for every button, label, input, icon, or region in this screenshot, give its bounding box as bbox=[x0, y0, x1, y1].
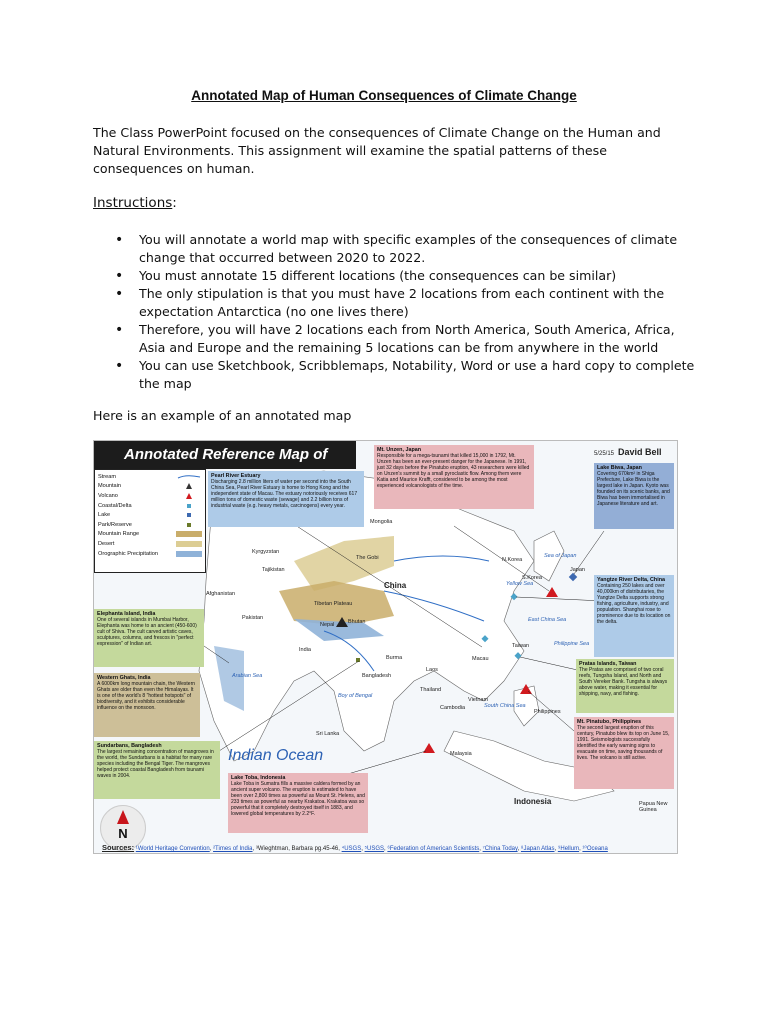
legend-row-desert bbox=[98, 539, 202, 549]
note-body: A 6000km long mountain chain, the Western Ghats are older than even the Himalayas. It is one of the world's 8 "hottest hotspots" of biodiversity, and it exhibits considerable influence on the monsoon. bbox=[97, 681, 196, 711]
legend-label: Orographic Precipitation bbox=[98, 550, 159, 557]
leader-line bbox=[516, 597, 604, 601]
page-title: Annotated Map of Human Consequences of Climate Change bbox=[191, 88, 577, 103]
stream-icon bbox=[176, 474, 202, 480]
legend-label: Lake bbox=[98, 512, 111, 519]
note-title: Sundarbans, Bangladesh bbox=[97, 743, 162, 749]
legend-label: Mountain Range bbox=[98, 531, 140, 538]
place-label: India bbox=[299, 647, 311, 653]
note-title: Mt. Pinatubo, Philippines bbox=[577, 719, 642, 725]
place-label: Laos bbox=[426, 667, 438, 673]
legend-row-mountain bbox=[98, 482, 202, 492]
list-item: • Therefore, you will have 2 locations each from North America, South America, Africa, Asia and Europe and the remaining 5 locations can be from anywhere in the world bbox=[115, 321, 695, 357]
list-item: • You will annotate a world map with specific examples of the consequences of climate change that occurred between 2020 to 2022. bbox=[115, 231, 695, 267]
place-label: Philippines bbox=[534, 709, 561, 715]
list-item: • You must annotate 15 different locations (the consequences can be similar) bbox=[115, 267, 695, 285]
mountain-icon bbox=[176, 483, 202, 489]
legend-row-stream bbox=[98, 472, 202, 482]
legend-row-coastal bbox=[98, 501, 202, 511]
place-label: Kyrgyzstan bbox=[252, 549, 280, 555]
place-label: China bbox=[384, 581, 407, 590]
place-label: Burma bbox=[386, 655, 403, 661]
sea-label: East China Sea bbox=[528, 617, 567, 623]
place-label: Nepal bbox=[320, 622, 335, 628]
place-label: Japan bbox=[570, 567, 585, 573]
legend-label: Coastal/Delta bbox=[98, 502, 132, 509]
sea-label: Sea of Japan bbox=[544, 553, 577, 559]
sources-heading: Sources: bbox=[102, 843, 135, 852]
source-link[interactable]: ⁶Federation of American Scientists bbox=[387, 846, 480, 852]
note-title: Pratas Islands, Taiwan bbox=[579, 661, 637, 667]
north-label: N bbox=[118, 826, 128, 841]
sea-label: South China Sea bbox=[484, 703, 526, 709]
place-label: Tibetan Plateau bbox=[314, 601, 353, 607]
place-label: Indonesia bbox=[514, 797, 552, 806]
note-pearl-river bbox=[208, 471, 364, 527]
legend-row-lake bbox=[98, 510, 202, 520]
source-link[interactable]: ⁷China Today bbox=[482, 846, 518, 852]
intro-paragraph: The Class PowerPoint focused on the consequences of Climate Change on the Human and Natural Environments. This assignment will examine the spatial patterns of these consequences on human. bbox=[93, 125, 661, 176]
instructions-heading bbox=[93, 195, 177, 211]
note-yangtze-delta bbox=[594, 575, 674, 657]
note-title: Pearl River Estuary bbox=[211, 473, 261, 479]
place-label: S.Korea bbox=[522, 575, 542, 581]
volcano-icon bbox=[546, 587, 558, 597]
sea-label: Boy of Bengal bbox=[338, 693, 373, 699]
note-body: Discharging 2.8 million liters of water per second into the South China Sea, Pearl River Estuary is home to Hong Kong and the independent state of Macau. The estuary notoriously receives 617 million tons of domestic waste (sewage) and 2.2 billion tons of industrial waste (e.g. heavy metals, carcinogens) every year. bbox=[211, 479, 358, 509]
note-elephanta-island bbox=[94, 609, 204, 667]
place-label: Macau bbox=[472, 656, 489, 662]
place-label: Vietnam bbox=[468, 697, 489, 703]
note-body: The Pratas are comprised of two coral reefs, Tungsha Island, and North and South Vereker Bank. Tungsha is always above water, making it essential for shipping, navy, and fishing. bbox=[579, 667, 668, 697]
park-reserve-icon bbox=[176, 522, 202, 528]
source-link[interactable]: ¹World Heritage Convention bbox=[135, 846, 210, 852]
map-title-banner: Annotated Reference Map of bbox=[94, 441, 356, 469]
note-body: Responsible for a mega-tsunami that killed 15,000 in 1792, Mt. Unzen has been an ever-present danger for the Japanese. In 1991, just 32 days before the Pinatubo eruption, 43 researchers were killed on Unzen's summit by a small pyroclastic flow. Among them were Katia and Maurice Krafft, considered to be among the most experienced volcanologists of the time. bbox=[377, 453, 530, 489]
legend-row-orographic bbox=[98, 549, 202, 559]
place-label: Mongolia bbox=[370, 519, 393, 525]
source-link[interactable]: ²Times of India bbox=[213, 846, 253, 852]
example-caption: Here is an example of an annotated map bbox=[93, 408, 352, 423]
sources-line: Sources: ¹World Heritage Convention, ²Times of India, ³Wieghtman, Barbara pg.45-46, ⁴USGS, ⁵USGS, ⁶Federation of American Scientists, ⁷China Today, ⁸Japan Atlas, ⁹Hellum, ¹⁰Oceana bbox=[102, 843, 608, 852]
lake-icon bbox=[176, 512, 202, 518]
place-label: Malaysia bbox=[450, 751, 472, 757]
legend-row-park bbox=[98, 520, 202, 530]
map-author-name: David Bell bbox=[618, 447, 662, 457]
sea-label: Arabian Sea bbox=[232, 673, 263, 679]
note-lake-toba bbox=[228, 773, 368, 833]
note-body: One of several islands in Mumbai Harbor, Elephanta was home to an ancient (450-600) cult of Shiva. The cult carved artistic caves, sculptures, columns, and frescos in "perfect expression" of Indian art. bbox=[97, 617, 197, 647]
instructions-list bbox=[115, 231, 695, 393]
source-link[interactable]: ¹⁰Oceana bbox=[582, 846, 608, 852]
map-legend bbox=[94, 469, 206, 573]
list-item: • The only stipulation is that you must have 2 locations from each continent with the expectation Antarctica (no one lives there) bbox=[115, 285, 695, 321]
note-mt-unzen bbox=[374, 445, 534, 509]
note-sundarbans bbox=[94, 741, 220, 799]
orographic-precipitation-swatch bbox=[176, 551, 202, 557]
place-label: Papua New Guinea bbox=[639, 801, 668, 813]
note-body: Covering 670km² in Shiga Prefecture, Lake Biwa is the largest lake in Japan. Kyoto was founded on its scenic banks, and Biwa has been immortalised in Japanese literature and art. bbox=[597, 471, 670, 507]
place-label: Tajikistan bbox=[262, 567, 285, 573]
note-body: The largest remaining concentration of mangroves in the world, the Sundarbans is a habitat for many rare species including the Bengal Tiger. The mangroves helped protect coastal Bangladesh from tsunami waves in 2004. bbox=[97, 749, 214, 779]
legend-row-volcano bbox=[98, 491, 202, 501]
mountain-range-swatch bbox=[176, 531, 202, 537]
note-pratas-islands bbox=[576, 659, 674, 713]
legend-row-mountain-range bbox=[98, 530, 202, 540]
place-label: Cambodia bbox=[440, 705, 466, 711]
note-mt-pinatubo bbox=[574, 717, 674, 789]
instructions-heading-colon: : bbox=[172, 195, 177, 211]
volcano-icon bbox=[176, 493, 202, 499]
coastal-delta-icon bbox=[176, 503, 202, 509]
source-text: ³Wieghtman, Barbara pg.45-46 bbox=[255, 846, 339, 852]
place-label: Thailand bbox=[420, 687, 442, 693]
note-title: Yangtze River Delta, China bbox=[597, 577, 666, 583]
place-label: Pakistan bbox=[242, 615, 264, 621]
place-label: Bhutan bbox=[348, 619, 366, 625]
annotated-map-image bbox=[93, 440, 678, 854]
instructions-heading-text: Instructions bbox=[93, 195, 173, 211]
lake-icon bbox=[569, 573, 577, 581]
source-link[interactable]: ⁵USGS bbox=[364, 846, 385, 852]
list-item: • You can use Sketchbook, Scribblemaps, Notability, Word or use a hard copy to complete the map bbox=[115, 357, 695, 393]
ocean-label: Indian Ocean bbox=[228, 747, 324, 764]
legend-label: Desert bbox=[98, 540, 115, 547]
north-arrow-icon bbox=[117, 810, 129, 824]
note-body: Containing 250 lakes and over 40,000km of distributaries, the Yangtze Delta supports strong fishing, agriculture, industry, and population. Shanghai rose to prominence due to its location on the delta. bbox=[597, 583, 671, 625]
note-body: The second largest eruption of this century, Pinatubo blew its top on June 15, 1991. Seismologists successfully identified the early warning signs to evacuate on time, saving thousands of lives. The volcano is still active. bbox=[577, 725, 670, 761]
place-label: Sri Lanka bbox=[316, 731, 340, 737]
note-western-ghats bbox=[94, 673, 200, 737]
desert-swatch bbox=[176, 541, 202, 547]
place-label: Bangladesh bbox=[362, 673, 392, 679]
source-link[interactable]: ⁹Hellum bbox=[557, 846, 580, 852]
source-link[interactable]: ⁴USGS bbox=[341, 846, 362, 852]
legend-label: Park/Reserve bbox=[98, 521, 132, 528]
legend-label: Volcano bbox=[98, 492, 118, 499]
note-title: Mt. Unzen, Japan bbox=[377, 447, 422, 453]
place-label: Taiwan bbox=[512, 643, 530, 649]
note-title: Lake Toba, Indonesia bbox=[231, 775, 286, 781]
place-label: The Gobi bbox=[356, 555, 379, 561]
legend-label: Mountain bbox=[98, 483, 122, 490]
sea-label: Philippine Sea bbox=[554, 641, 590, 647]
sea-label: Yellow Sea bbox=[506, 581, 534, 587]
map-date: 5/25/15 bbox=[594, 451, 615, 457]
note-title: Elephanta Island, India bbox=[97, 611, 156, 617]
note-title: Western Ghats, India bbox=[97, 675, 151, 681]
place-label: Afghanistan bbox=[206, 591, 236, 597]
map-author bbox=[594, 447, 662, 457]
note-title: Lake Biwa, Japan bbox=[597, 465, 642, 471]
note-body: Lake Toba in Sumatra fills a massive caldera formed by an ancient super volcano. The eruption is estimated to have been over 2,800 times as powerful as Mount St. Helens, and 233 times as powerful as nearby Krakatoa. Krakatoa was so powerful that it completely destroyed itself in 1883, and lowered global temperatures by 2.2°F. bbox=[231, 781, 365, 817]
legend-label: Stream bbox=[98, 473, 117, 480]
place-label: N.Korea bbox=[502, 557, 523, 563]
note-lake-biwa bbox=[594, 463, 674, 529]
source-link[interactable]: ⁸Japan Atlas bbox=[520, 846, 555, 852]
